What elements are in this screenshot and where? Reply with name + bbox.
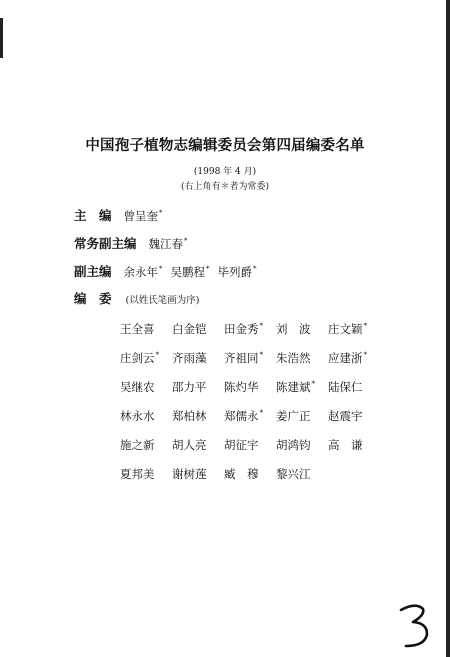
member-name <box>224 466 276 482</box>
member-name-text: 朱浩然 <box>276 351 311 365</box>
member-name <box>276 321 328 337</box>
member-name-text: 陈建斌 <box>276 380 311 394</box>
member-name <box>276 379 328 395</box>
member-name <box>224 408 276 424</box>
editor-in-chief-names <box>116 208 163 223</box>
page-title: 中国孢子植物志编辑委员会第四届编委名单 <box>85 137 365 154</box>
member-name <box>276 437 328 453</box>
handwritten-page-number <box>392 600 438 650</box>
member-name-text: 曾呈奎 <box>123 209 158 223</box>
deputy-editors-names <box>116 264 257 279</box>
member-name-text: 胡鸿钧 <box>276 438 311 452</box>
standing-member-asterisk: * <box>206 265 210 274</box>
member-name-text: 臧 穆 <box>224 467 259 481</box>
member-name <box>120 466 172 482</box>
member-name <box>276 350 328 366</box>
standing-member-asterisk: * <box>259 322 263 331</box>
member-name <box>120 321 172 337</box>
standing-member-asterisk: * <box>155 351 159 360</box>
member-name <box>328 321 380 337</box>
member-name-text: 吴继农 <box>120 380 155 394</box>
member-name <box>172 408 224 424</box>
committee-row-3 <box>120 376 380 405</box>
committee-label: 编 委 <box>74 291 112 306</box>
member-name-text: 高 谦 <box>328 438 363 452</box>
member-name-text: 白金铠 <box>172 322 207 336</box>
member-name <box>224 350 276 366</box>
member-name <box>172 379 224 395</box>
member-name <box>328 379 380 395</box>
standing-member-asterisk: * <box>311 380 315 389</box>
member-name <box>171 264 210 280</box>
executive-deputy-label: 常务副主编 <box>74 236 137 251</box>
member-name-text: 谢树莲 <box>172 467 207 481</box>
committee-members-grid <box>120 318 380 492</box>
member-name <box>172 321 224 337</box>
member-name-text: 庄文颖 <box>328 322 363 336</box>
editor-in-chief-row <box>74 206 163 224</box>
editor-in-chief-label: 主 编 <box>74 208 112 223</box>
member-name <box>172 437 224 453</box>
member-name-text: 胡征宇 <box>224 438 259 452</box>
member-name-text: 齐雨藻 <box>172 351 207 365</box>
member-name-text: 田金秀 <box>224 322 259 336</box>
committee-row-5 <box>120 434 380 463</box>
member-name <box>328 350 380 366</box>
member-name <box>224 379 276 395</box>
member-name-text: 魏江春 <box>148 237 183 251</box>
member-name-text: 余永年 <box>123 265 158 279</box>
deputy-editors-label: 副主编 <box>74 264 112 279</box>
member-name-text: 毕列爵 <box>217 265 252 279</box>
standing-member-asterisk: * <box>159 265 163 274</box>
member-name <box>224 437 276 453</box>
member-name-text: 邵力平 <box>172 380 207 394</box>
scan-edge-left <box>0 18 3 58</box>
member-name <box>124 208 163 224</box>
standing-member-asterisk: * <box>363 322 367 331</box>
member-name-text: 黎兴江 <box>276 467 311 481</box>
member-name <box>328 437 380 453</box>
standing-member-asterisk: * <box>363 351 367 360</box>
member-name-text: 夏邦美 <box>120 467 155 481</box>
member-name-text: 姜广正 <box>276 409 311 423</box>
deputy-editors-row <box>74 262 257 280</box>
member-name <box>276 408 328 424</box>
member-name-text: 林永水 <box>120 409 155 423</box>
standing-member-asterisk: * <box>184 237 188 246</box>
date-line: (1998 年 4 月) <box>193 167 257 177</box>
member-name <box>172 350 224 366</box>
committee-order-note: (以姓氏笔画为序) <box>125 295 200 306</box>
asterisk-note: (右上角有＊者为常委) <box>180 182 270 192</box>
committee-row <box>74 289 199 307</box>
member-name-text: 应建浙 <box>328 351 363 365</box>
member-name-text: 郑儒永 <box>224 409 259 423</box>
executive-deputy-row <box>74 234 188 252</box>
member-name-text: 刘 波 <box>276 322 311 336</box>
standing-member-asterisk: * <box>259 409 263 418</box>
member-name <box>149 236 188 252</box>
member-name <box>120 408 172 424</box>
committee-row-2 <box>120 347 380 376</box>
member-name-text: 齐祖同 <box>224 351 259 365</box>
member-name-text: 陈灼华 <box>224 380 259 394</box>
member-name <box>120 350 172 366</box>
member-name <box>124 264 163 280</box>
member-name-text: 郑柏林 <box>172 409 207 423</box>
member-name-text: 庄剑云 <box>120 351 155 365</box>
standing-member-asterisk: * <box>259 351 263 360</box>
member-name <box>224 321 276 337</box>
executive-deputy-names <box>141 236 188 251</box>
member-name <box>328 408 380 424</box>
member-name-text: 王全喜 <box>120 322 155 336</box>
member-name <box>218 264 257 280</box>
member-name <box>120 379 172 395</box>
member-name-text: 陆保仁 <box>328 380 363 394</box>
standing-member-asterisk: * <box>159 209 163 218</box>
committee-row-1 <box>120 318 380 347</box>
member-name <box>120 437 172 453</box>
member-name <box>172 466 224 482</box>
member-name <box>276 466 328 482</box>
member-name-text: 胡人亮 <box>172 438 207 452</box>
scan-edge-right <box>446 0 450 657</box>
member-name-text: 赵震宇 <box>328 409 363 423</box>
member-name-text: 吴鹏程 <box>170 265 205 279</box>
standing-member-asterisk: * <box>253 265 257 274</box>
member-name-text: 施之新 <box>120 438 155 452</box>
committee-row-6 <box>120 463 380 492</box>
committee-row-4 <box>120 405 380 434</box>
